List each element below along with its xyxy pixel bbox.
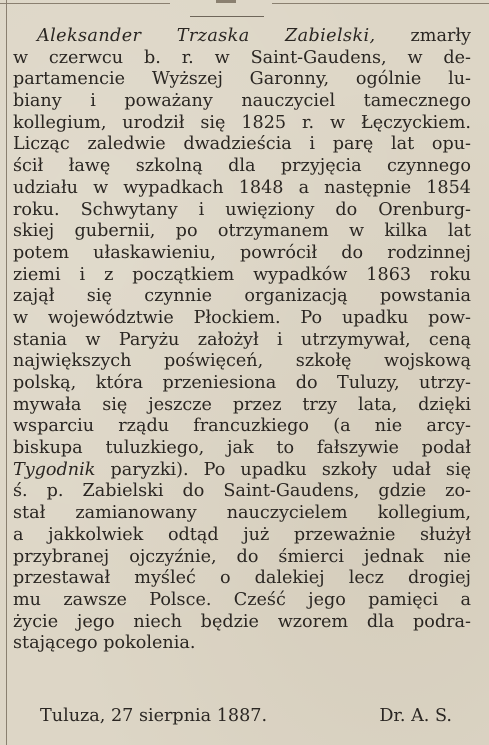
deceased-name: Aleksander Trzaska Zabielski,	[37, 26, 376, 46]
article-line: skiej gubernii, po otrzymanem w kilka lat	[13, 221, 471, 242]
top-divider-left	[0, 3, 170, 4]
top-divider-right	[272, 3, 489, 4]
article-line: ścił ławę szkolną dla przyjęcia czynnego	[13, 156, 471, 177]
obituary-article	[13, 26, 471, 655]
article-line: potem ułaskawieniu, powrócił do rodzinnej	[13, 242, 471, 263]
article-line: biany i poważany nauczyciel tamecznego	[13, 91, 471, 112]
article-line: przestawał myśleć o dalekiej lecz drogiej	[13, 568, 471, 589]
article-line: a jakkolwiek odtąd już przeważnie służył	[13, 524, 471, 545]
article-line: życie jego niech będzie wzorem dla podra-	[13, 611, 471, 632]
column-border	[6, 0, 7, 745]
article-line: stał zamianowany nauczycielem kollegium,	[13, 503, 471, 524]
article-line: przybranej ojczyźnie, do śmierci jednak nie	[13, 546, 471, 567]
article-line: polską, która przeniesiona do Tuluzy, utrzy-	[13, 373, 471, 393]
article-line: kollegium, urodził się 1825 r. w Łęczyckiem.	[13, 112, 471, 133]
article-line: Aleksander Trzaska Zabielski, zmarły	[37, 26, 471, 46]
article-line: biskupa tuluzkiego, jak to fałszywie podał	[13, 438, 471, 459]
article-line: stania w Paryżu założył i utrzymywał, ceną	[13, 329, 471, 350]
place-and-date: Tuluza, 27 sierpnia 1887.	[40, 706, 268, 726]
article-line: udziału w wypadkach 1848 a następnie 1854	[13, 177, 471, 198]
article-line: Tygodnik paryzki). Po upadku szkoły udał się	[13, 459, 471, 480]
article-line: stającego pokolenia.	[13, 633, 196, 654]
article-line: w województwie Płockiem. Po upadku pow-	[13, 307, 471, 328]
article-line: partamencie Wyższej Garonny, ogólnie lu-	[13, 69, 471, 90]
article-line: roku. Schwytany i uwięziony do Orenburg-	[13, 199, 471, 220]
top-divider-mark	[216, 0, 236, 3]
article-line: największych poświęceń, szkołę wojskową	[13, 351, 471, 372]
article-line: ziemi i z początkiem wypadków 1863 roku	[13, 264, 471, 285]
article-line: ś. p. Zabielski do Saint-Gaudens, gdzie zo-	[13, 481, 471, 502]
article-line: mu zawsze Polsce. Cześć jego pamięci a	[13, 589, 471, 610]
article-line: zajął się czynnie organizacją powstania	[13, 286, 471, 307]
article-line: wsparciu rządu francuzkiego (a nie arcy-	[13, 416, 471, 437]
publication-name: Tygodnik	[13, 459, 96, 480]
article-line: Licząc zaledwie dwadzieścia i parę lat opu-	[13, 134, 471, 155]
article-line: mywała się jeszcze przez trzy lata, dzięki	[13, 394, 471, 415]
article-signature	[40, 705, 452, 727]
article-line: w czerwcu b. r. w Saint-Gaudens, w de-	[13, 47, 471, 68]
author-initials: Dr. A. S.	[379, 706, 452, 726]
section-divider	[190, 16, 264, 17]
